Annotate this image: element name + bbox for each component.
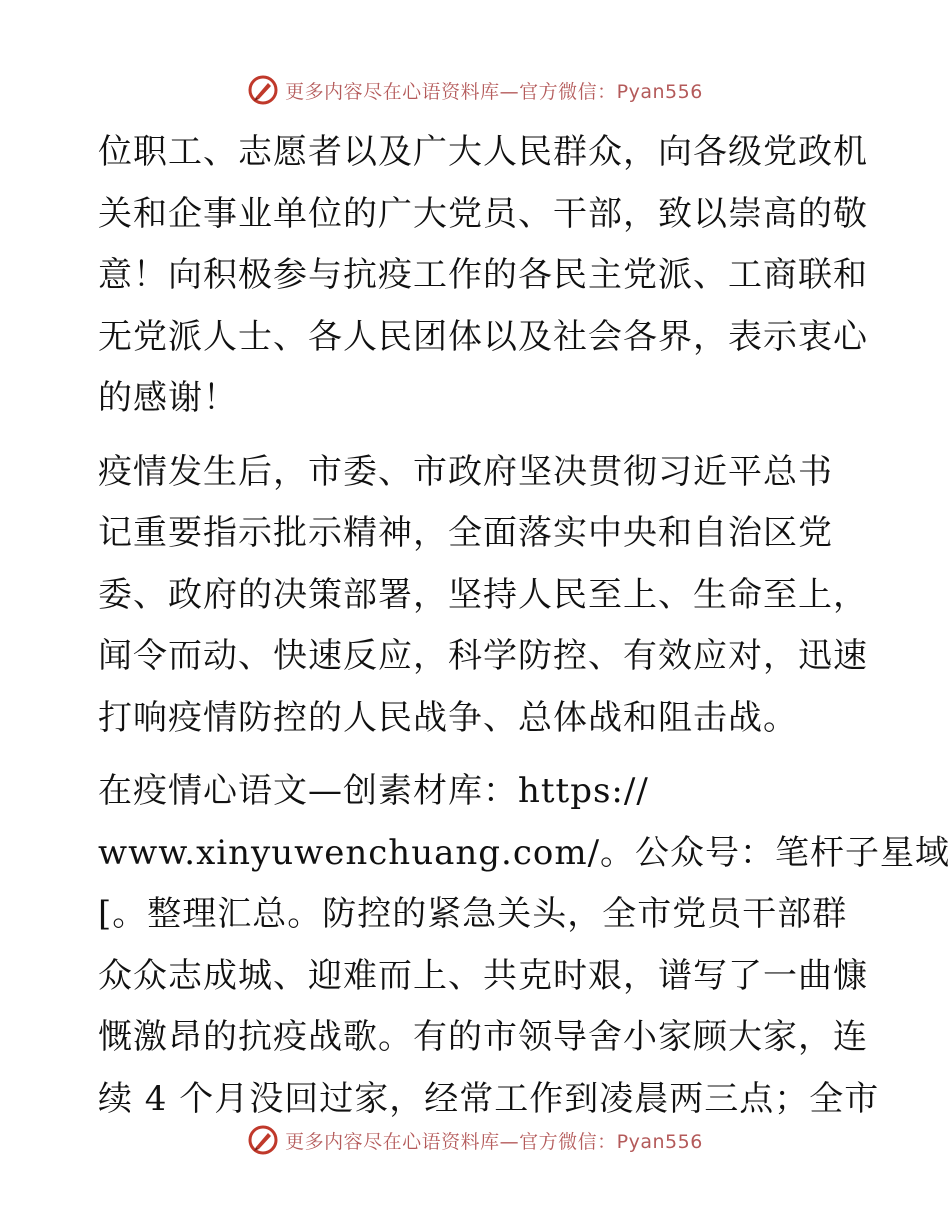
- pen-seal-icon: [247, 1124, 279, 1156]
- text-line: 位职工、志愿者以及广大人民群众，向各级党政机: [98, 132, 868, 172]
- text-line: 关和企事业单位的广大党员、干部，致以崇高的敬: [98, 193, 868, 234]
- paragraph-2: [98, 442, 868, 750]
- pen-seal-icon: [247, 74, 279, 106]
- text-line: 无党派人士、各人民团体以及社会各界，表示衷心: [98, 316, 868, 357]
- paragraph-3: [98, 761, 950, 1130]
- text-line: 委、政府的决策部署，坚持人民至上、生命至上，: [98, 574, 868, 615]
- text-line: [。整理汇总。防控的紧急关头，全市党员干部群: [98, 894, 848, 934]
- document-body: [98, 122, 950, 1142]
- footer-watermark-text: 更多内容尽在心语资料库—官方微信：Pyan556: [285, 1130, 703, 1153]
- text-line: 在疫情心语文—创素材库：https://: [98, 771, 649, 811]
- text-line: 的感谢！: [98, 378, 238, 418]
- header-watermark-text: 更多内容尽在心语资料库—官方微信：Pyan556: [285, 80, 703, 103]
- footer-watermark: [0, 1120, 950, 1160]
- text-line: 众众志成城、迎难而上、共克时艰，谱写了一曲慷: [98, 955, 868, 996]
- text-line: 疫情发生后，市委、市政府坚决贯彻习近平总书: [98, 451, 833, 492]
- text-line: 慨激昂的抗疫战歌。有的市领导舍小家顾大家，连: [98, 1017, 868, 1057]
- text-line: www.xinyuwenchuang.com/。公众号：笔杆子星域: [98, 832, 950, 873]
- header-watermark: [0, 70, 950, 110]
- paragraph-1: [98, 122, 868, 430]
- text-line: 续 4 个月没回过家，经常工作到凌晨两三点；全市: [98, 1078, 880, 1119]
- text-line: 记重要指示批示精神，全面落实中央和自治区党: [98, 513, 833, 553]
- text-line: 打响疫情防控的人民战争、总体战和阻击战。: [98, 697, 798, 738]
- text-line: 闻令而动、快速反应，科学防控、有效应对，迅速: [98, 636, 868, 676]
- text-line: 意！向积极参与抗疫工作的各民主党派、工商联和: [98, 255, 868, 295]
